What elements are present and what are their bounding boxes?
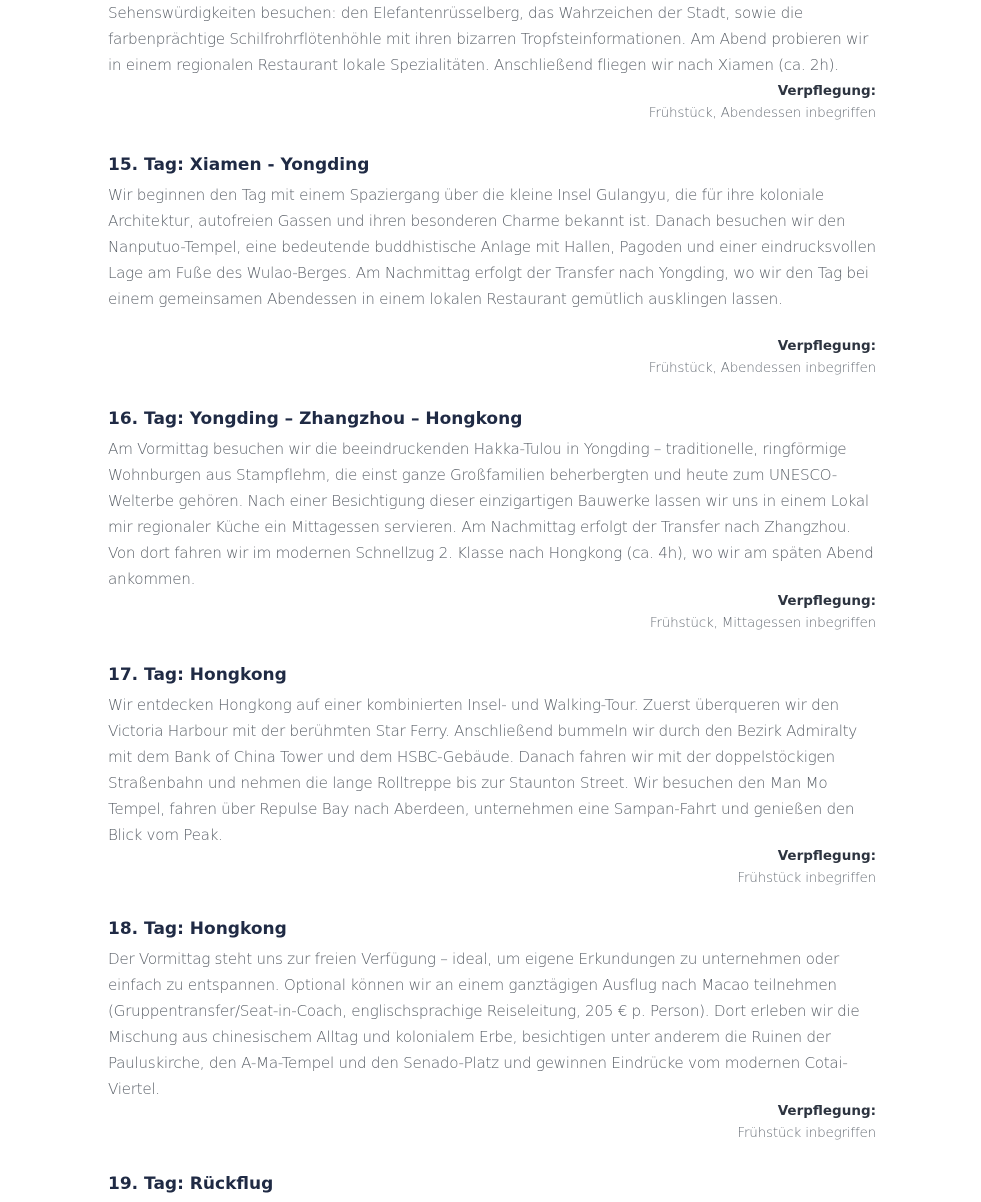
day-title: 15. Tag: Xiamen - Yongding (108, 155, 370, 175)
day-14-meals (476, 80, 876, 124)
meal-value: Frühstück, Mittagessen inbegriffen (649, 615, 876, 631)
day-17-meals (476, 845, 876, 889)
day-19 (108, 1172, 876, 1202)
meal-value: Frühstück inbegriffen (737, 1125, 876, 1141)
meal-value: Frühstück inbegriffen (737, 870, 876, 886)
day-18-meals (476, 1100, 876, 1144)
day-title: 18. Tag: Hongkong (108, 919, 287, 939)
meal-value: Frühstück, Abendessen inbegriffen (648, 360, 876, 376)
day-16-meals (476, 590, 876, 634)
day-title: 17. Tag: Hongkong (108, 665, 287, 685)
day-14-text: Sehenswürdigkeiten besuchen: den Elefantenrüsselberg, das Wahrzeichen der Stadt, sowie die farbenprächtige Schilfrohrflötenhöhle mit ihren bizarren Tropfsteinformationen. Am Abend probieren wir in einem regionalen Restaurant lokale Spezialitäten. Anschließend fliegen wir nach Xiamen (ca. 2h). (108, 4, 869, 74)
day-text: Der Vormittag steht uns zur freien Verfügung – ideal, um eigene Erkundungen zu unternehmen oder einfach zu entspannen. Optional können wir an einem ganztägigen Ausflug nach Macao teilnehmen (Gruppentransfer/Seat-in-Coach, englischsprachige Reiseleitung, 205 € p. Person). Dort erleben wir die Mischung aus chinesischem Alltag und kolonialem Erbe, besichtigen unter anderem die Ruinen der Pauluskirche, den A-Ma-Tempel und den Senado-Platz und gewinnen Eindrücke vom modernen Cotai-Viertel. (108, 950, 860, 1098)
day-15-meals (476, 335, 876, 379)
day-text: Wir beginnen den Tag mit einem Spaziergang über die kleine Insel Gulangyu, die für ihre koloniale Architektur, autofreien Gassen und ihren besonderen Charme bekannt ist. Danach besuchen wir den Nanputuo-Tempel, eine bedeutende buddhistische Anlage mit Hallen, Pagoden und einer eindrucksvollen Lage am Fuße des Wulao-Berges. Am Nachmittag erfolgt der Transfer nach Yongding, wo wir den Tag bei einem gemeinsamen Abendessen in einem lokalen Restaurant gemütlich ausklingen lassen. (108, 186, 876, 308)
day-title: 19. Tag: Rückflug (108, 1174, 274, 1194)
meal-label: Verpflegung: (777, 1103, 876, 1119)
day-text: Am Vormittag besuchen wir die beeindruckenden Hakka-Tulou in Yongding – traditionelle, ringförmige Wohnburgen aus Stampflehm, die einst ganze Großfamilien beherbergten und heute zum UNESCO-Welterbe gehören. Nach einer Besichtigung dieser einzigartigen Bauwerke lassen wir uns in einem Lokal mir regionaler Küche ein Mittagessen servieren. Am Nachmittag erfolgt der Transfer nach Zhangzhou. Von dort fahren wir im modernen Schnellzug 2. Klasse nach Hongkong (ca. 4h), wo wir am späten Abend ankommen. (108, 440, 874, 588)
day-text: Wir entdecken Hongkong auf einer kombinierten Insel- und Walking-Tour. Zuerst überqueren wir den Victoria Harbour mit der berühmten Star Ferry. Anschließend bummeln wir durch den Bezirk Admiralty mit dem Bank of China Tower und dem HSBC-Gebäude. Danach fahren wir mit der doppelstöckigen Straßenbahn und nehmen die lange Rolltreppe bis zur Staunton Street. Wir besuchen den Man Mo Tempel, fahren über Repulse Bay nach Aberdeen, unternehmen eine Sampan-Fahrt und genießen den Blick vom Peak. (108, 696, 857, 844)
day-15 (108, 153, 876, 313)
meal-label: Verpflegung: (777, 848, 876, 864)
meal-value: Frühstück, Abendessen inbegriffen (648, 105, 876, 121)
day-17 (108, 663, 876, 848)
meal-label: Verpflegung: (777, 83, 876, 99)
day-title: 16. Tag: Yongding – Zhangzhou – Hongkong (108, 409, 523, 429)
meal-label: Verpflegung: (777, 593, 876, 609)
day-16 (108, 407, 876, 592)
day-18 (108, 917, 876, 1102)
meal-label: Verpflegung: (777, 338, 876, 354)
